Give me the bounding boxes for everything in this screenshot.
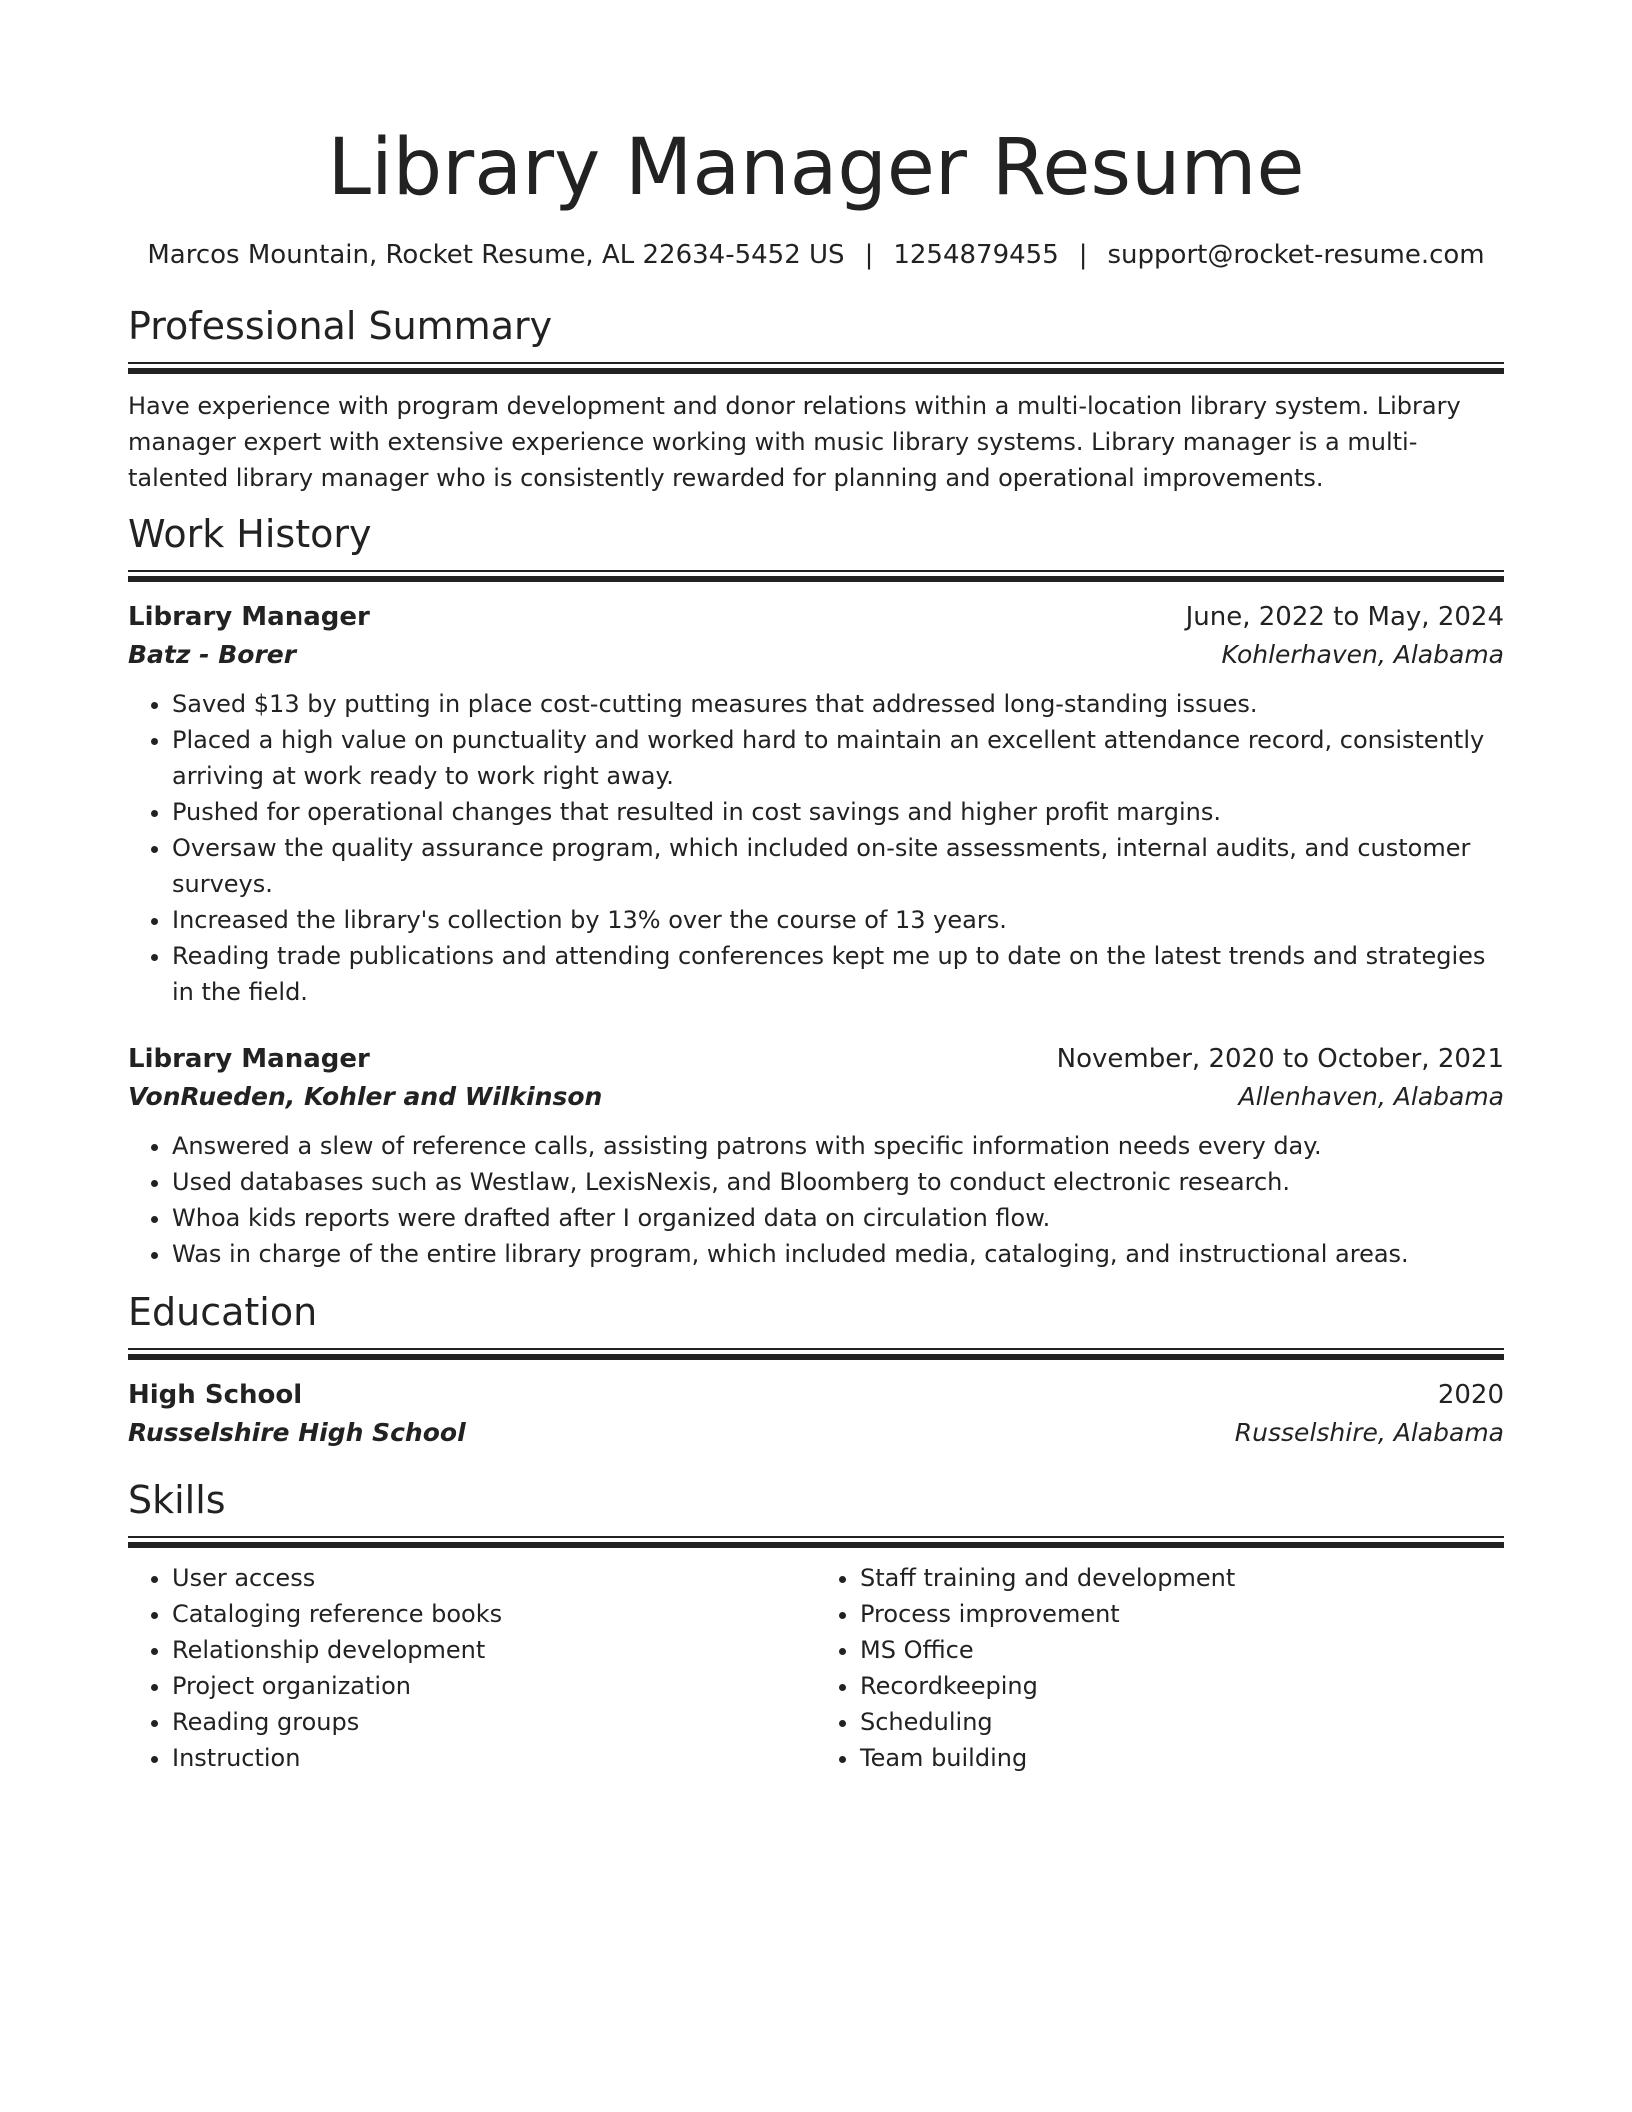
contact-line <box>128 238 1504 272</box>
job-company: Batz - Borer <box>128 640 297 669</box>
list-item: • Reading trade publications and attending conferences kept me up to date on the latest trends and strategies in the field. <box>172 938 1504 1010</box>
contact-email: support@rocket-resume.com <box>1107 240 1485 270</box>
education-degree: High School <box>128 1380 303 1410</box>
skill-item: • Staff training and development <box>860 1560 1504 1596</box>
contact-phone: 1254879455 <box>893 240 1059 270</box>
list-item: • Pushed for operational changes that resulted in cost savings and higher profit margins. <box>172 794 1504 830</box>
list-item: • Saved $13 by putting in place cost-cutting measures that addressed long-standing issues. <box>172 686 1504 722</box>
skill-item: • Recordkeeping <box>860 1668 1504 1704</box>
section-heading-skills: Skills <box>128 1478 226 1522</box>
skills-section <box>128 1476 1504 1776</box>
job-header-row <box>128 598 1504 636</box>
education-school: Russelshire High School <box>128 1418 466 1447</box>
skill-item: • Team building <box>860 1740 1504 1776</box>
job-company-row <box>128 636 1504 674</box>
list-item: • Used databases such as Westlaw, LexisNexis, and Bloomberg to conduct electronic research. <box>172 1164 1504 1200</box>
skill-item: • Project organization <box>172 1668 816 1704</box>
list-item: • Answered a slew of reference calls, assisting patrons with specific information needs every day. <box>172 1128 1504 1164</box>
job-entry <box>128 1040 1504 1272</box>
skills-list-left <box>128 1560 816 1776</box>
work-history-section <box>128 510 1504 1272</box>
skill-item: • MS Office <box>860 1632 1504 1668</box>
contact-address: Marcos Mountain, Rocket Resume, AL 22634-5452 US <box>147 240 845 270</box>
section-heading-work-history: Work History <box>128 512 372 556</box>
job-entry <box>128 598 1504 1010</box>
list-item: • Oversaw the quality assurance program, which included on-site assessments, internal audits, and customer surveys. <box>172 830 1504 902</box>
skills-list-right <box>816 1560 1504 1776</box>
job-dates: November, 2020 to October, 2021 <box>1056 1044 1504 1074</box>
education-location: Russelshire, Alabama <box>1234 1418 1504 1447</box>
education-section <box>128 1288 1504 1452</box>
education-entry <box>128 1376 1504 1452</box>
skill-item: • Process improvement <box>860 1596 1504 1632</box>
skill-item: • Reading groups <box>172 1704 816 1740</box>
list-item: • Increased the library's collection by 13% over the course of 13 years. <box>172 902 1504 938</box>
skill-item: • Instruction <box>172 1740 816 1776</box>
contact-separator: | <box>1078 240 1088 270</box>
section-divider <box>128 362 1504 374</box>
summary-section <box>128 302 1504 496</box>
job-location: Kohlerhaven, Alabama <box>1221 640 1504 669</box>
job-company-row <box>128 1078 1504 1116</box>
job-bullets <box>128 686 1504 1010</box>
skill-item: • Relationship development <box>172 1632 816 1668</box>
skills-grid <box>128 1560 1504 1776</box>
section-divider <box>128 570 1504 582</box>
job-bullets <box>128 1128 1504 1272</box>
list-item: • Placed a high value on punctuality and worked hard to maintain an excellent attendance record, consistently arriving at work ready to work right away. <box>172 722 1504 794</box>
education-year: 2020 <box>1437 1380 1504 1410</box>
skill-item: • User access <box>172 1560 816 1596</box>
job-title: Library Manager <box>128 1044 370 1074</box>
section-heading-summary: Professional Summary <box>128 304 553 348</box>
job-location: Allenhaven, Alabama <box>1238 1082 1504 1111</box>
education-header-row <box>128 1376 1504 1414</box>
summary-text: Have experience with program development and donor relations within a multi-location library system. Library manager expert with extensive experience working with music library systems. Library manager is a multi-talented library manager who is consistently rewarded for planning and operational improvements. <box>128 392 1461 492</box>
page-title: Library Manager Resume <box>327 123 1305 213</box>
section-divider <box>128 1348 1504 1360</box>
section-heading-education: Education <box>128 1290 318 1334</box>
skill-item: • Cataloging reference books <box>172 1596 816 1632</box>
job-company: VonRueden, Kohler and Wilkinson <box>128 1082 603 1111</box>
job-header-row <box>128 1040 1504 1078</box>
job-dates: June, 2022 to May, 2024 <box>1185 602 1504 632</box>
contact-separator: | <box>864 240 874 270</box>
education-school-row <box>128 1414 1504 1452</box>
job-title: Library Manager <box>128 602 370 632</box>
section-divider <box>128 1536 1504 1548</box>
list-item: • Was in charge of the entire library program, which included media, cataloging, and instructional areas. <box>172 1236 1504 1272</box>
skill-item: • Scheduling <box>860 1704 1504 1740</box>
list-item: • Whoa kids reports were drafted after I organized data on circulation flow. <box>172 1200 1504 1236</box>
